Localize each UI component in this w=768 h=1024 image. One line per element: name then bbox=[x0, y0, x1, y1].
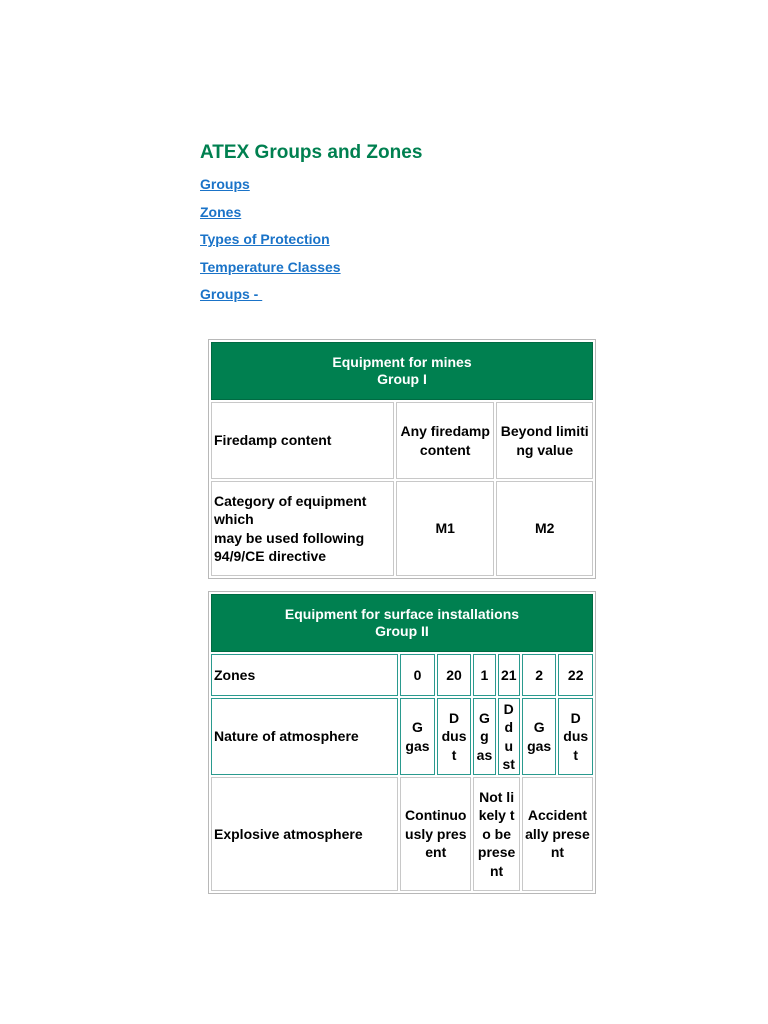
nature-letter: D bbox=[570, 709, 581, 726]
nature-zone-22 bbox=[558, 698, 593, 775]
explosive-zone-1-21: Not likely to be present bbox=[473, 777, 520, 891]
group1-table bbox=[208, 339, 596, 579]
group2-header-group: Group II bbox=[375, 623, 429, 639]
nature-letter: D bbox=[503, 700, 514, 717]
link-zones[interactable]: Zones bbox=[200, 203, 242, 220]
nature-zone-21 bbox=[498, 698, 520, 775]
nav-item-zones bbox=[200, 203, 341, 231]
firedamp-m1-text: Any firedamp content bbox=[400, 423, 490, 458]
nav-item-protection bbox=[200, 230, 341, 258]
zone-21: 21 bbox=[498, 654, 520, 696]
zone-22: 22 bbox=[558, 654, 593, 696]
firedamp-m2-text: Beyond limiting value bbox=[500, 423, 589, 458]
link-groups[interactable]: Groups bbox=[200, 176, 250, 192]
link-types-of-protection[interactable]: Types of Protection bbox=[200, 231, 330, 247]
nature-label: Nature of atmosphere bbox=[211, 698, 398, 775]
nav-links bbox=[200, 175, 341, 313]
explosive-zone-2-22: Accidentally present bbox=[522, 777, 593, 891]
group2-header-title: Equipment for surface installations bbox=[284, 605, 520, 622]
nature-zone-20 bbox=[437, 698, 472, 775]
zone-1: 1 bbox=[473, 654, 495, 696]
zone-0: 0 bbox=[400, 654, 435, 696]
nature-word: dust bbox=[563, 728, 589, 763]
explosive-label: Explosive atmosphere bbox=[211, 777, 398, 891]
firedamp-label: Firedamp content bbox=[211, 402, 394, 479]
group2-table bbox=[208, 591, 596, 894]
firedamp-m1 bbox=[396, 402, 495, 479]
nature-letter: G bbox=[412, 719, 423, 735]
nature-word: gas bbox=[405, 737, 430, 754]
link-temperature-classes[interactable]: Temperature Classes bbox=[200, 258, 341, 275]
explosive-zone-0-20: Continuously present bbox=[400, 777, 471, 891]
category-m1: M1 bbox=[396, 481, 495, 576]
link-groups-anchor[interactable]: Groups - bbox=[200, 286, 263, 302]
table-row bbox=[211, 481, 593, 576]
nav-item-temperature bbox=[200, 258, 341, 286]
table-row bbox=[211, 654, 593, 696]
group2-header bbox=[211, 594, 593, 652]
group1-header-title: Equipment for mines bbox=[332, 353, 472, 370]
nature-letter: G bbox=[533, 719, 545, 735]
category-label-line1: Category of equipment which bbox=[214, 492, 367, 527]
nature-word: dust bbox=[441, 728, 467, 763]
page-title: ATEX Groups and Zones bbox=[200, 142, 423, 163]
nav-item-groups bbox=[200, 175, 341, 203]
nature-letter: G bbox=[479, 709, 490, 726]
table-row bbox=[211, 777, 593, 891]
nature-zone-1 bbox=[473, 698, 495, 775]
nature-word: gas bbox=[476, 728, 493, 763]
category-label bbox=[211, 481, 394, 576]
zone-20: 20 bbox=[437, 654, 472, 696]
nature-word: dust bbox=[502, 719, 515, 772]
group1-header-group: Group I bbox=[377, 371, 427, 387]
firedamp-m2 bbox=[496, 402, 593, 479]
nature-zone-0 bbox=[400, 698, 435, 775]
zones-label: Zones bbox=[211, 654, 398, 696]
nature-zone-2 bbox=[522, 698, 557, 775]
nav-item-groups-anchor bbox=[200, 285, 341, 313]
table-row bbox=[211, 402, 593, 479]
category-label-line2: may be used following 94/9/CE directive bbox=[214, 529, 365, 564]
nature-word: gas bbox=[527, 737, 552, 754]
zone-2: 2 bbox=[522, 654, 557, 696]
category-m2: M2 bbox=[496, 481, 593, 576]
nature-letter: D bbox=[448, 709, 460, 726]
group1-header bbox=[211, 342, 593, 400]
table-row bbox=[211, 698, 593, 775]
